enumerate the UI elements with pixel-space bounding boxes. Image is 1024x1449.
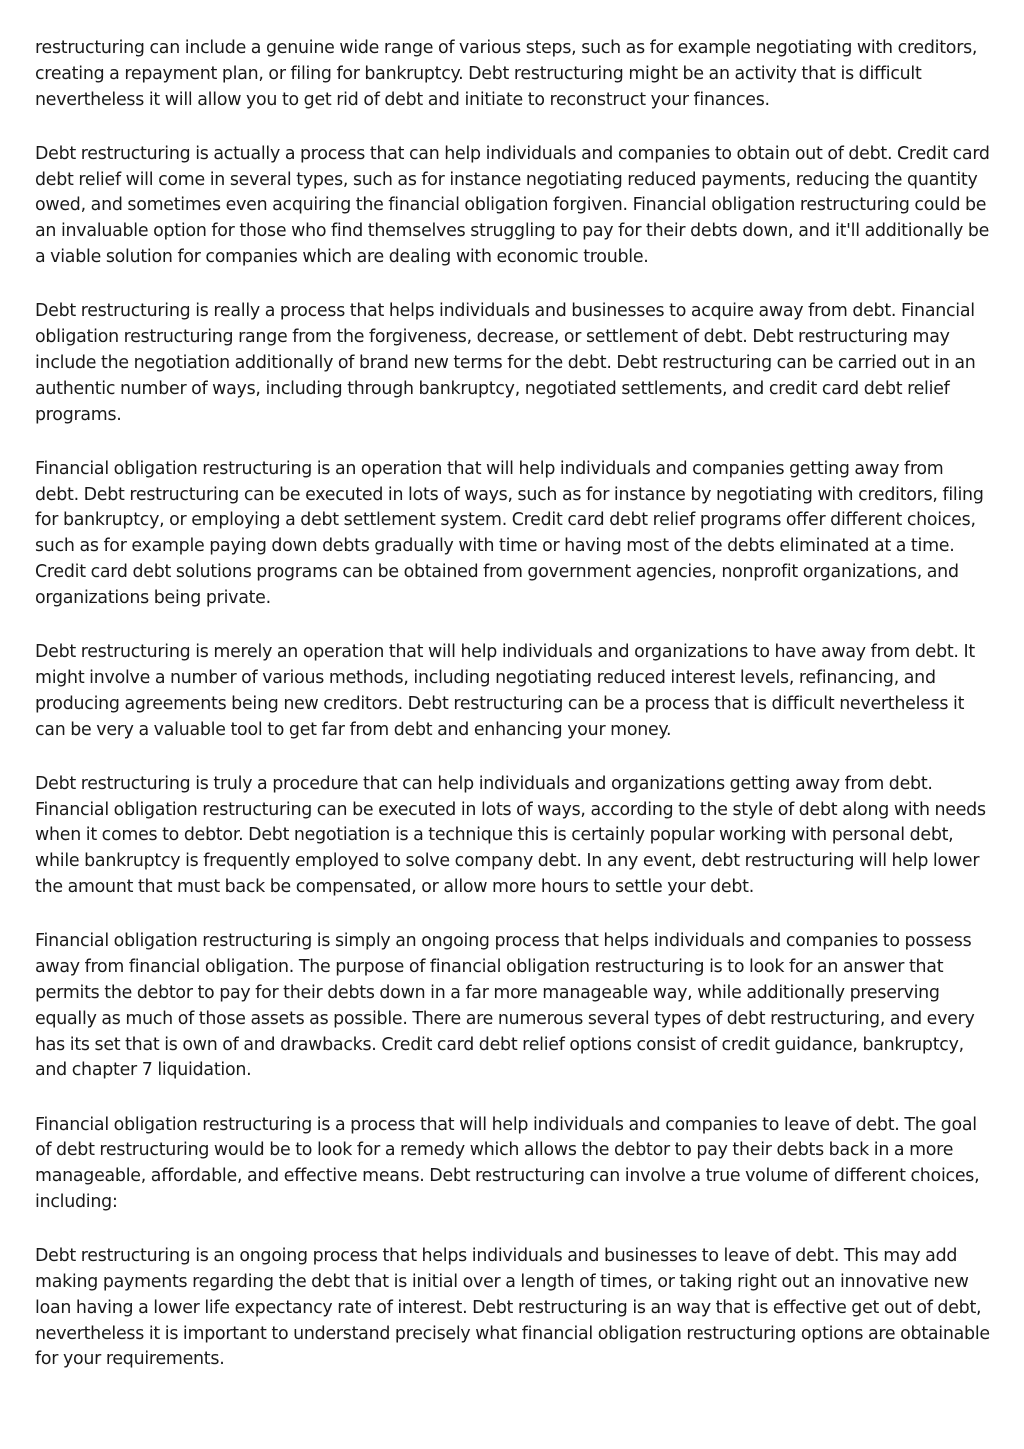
- paragraph-5: Debt restructuring is merely an operation that will help individuals and organizations to have away from debt. It might involve a number of various methods, including negotiating reduced interest levels, refinancing, and producing agreements being new creditors. Debt restructuring can be a process that is difficult nevertheless it can be very a valuable tool to get far from debt and enhancing your money.: [35, 642, 975, 740]
- paragraph-4: Financial obligation restructuring is an operation that will help individuals and companies getting away from debt. Debt restructuring can be executed in lots of ways, such as for instance by negotiating with creditors, filing for bankruptcy, or employing a debt settlement system. Credit card debt relief programs offer different choices, such as for example paying down debts gradually with time or having most of the debts eliminated at a time. Credit card debt solutions programs can be obtained from government agencies, nonprofit organizations, and organizations being private.: [35, 458, 984, 608]
- paragraph-6: Debt restructuring is truly a procedure that can help individuals and organizations getting away from debt. Financial obligation restructuring can be executed in lots of ways, according to the style of debt along with needs when it comes to debtor. Debt negotiation is a technique this is certainly popular working with personal debt, while bankruptcy is frequently employed to solve company debt. In any event, debt restructuring will help lower the amount that must back be compensated, or allow more hours to settle your debt.: [35, 773, 986, 898]
- paragraph-1: restructuring can include a genuine wide range of various steps, such as for example negotiating with creditors, creating a repayment plan, or filing for bankruptcy. Debt restructuring might be an activity that is difficult nevertheless it will allow you to get rid of debt and initiate to reconstruct your finances.: [35, 38, 978, 110]
- paragraph-9: Debt restructuring is an ongoing process that helps individuals and businesses to leave of debt. This may add making payments regarding the debt that is initial over a length of times, or taking right out an innovative new loan having a lower life expectancy rate of interest. Debt restructuring is an way that is effective get out of debt, nevertheless it is important to understand precisely what financial obligation restructuring options are obtainable for your requirements.: [35, 1246, 990, 1370]
- paragraph-7: Financial obligation restructuring is simply an ongoing process that helps individuals and companies to possess away from financial obligation. The purpose of financial obligation restructuring is to look for an answer that permits the debtor to pay for their debts down in a far more manageable way, while additionally preserving equally as much of those assets as possible. There are numerous several types of debt restructuring, and every has its set that is own of and drawbacks. Credit card debt relief options consist of credit guidance, bankruptcy, and chapter 7 liquidation.: [35, 931, 975, 1081]
- document-page: [35, 36, 991, 1402]
- paragraph-3: Debt restructuring is really a process that helps individuals and businesses to acquire away from debt. Financial obligation restructuring range from the forgiveness, decrease, or settlement of debt. Debt restructuring may include the negotiation additionally of brand new terms for the debt. Debt restructuring can be carried out in an authentic number of ways, including through bankruptcy, negotiated settlements, and credit card debt relief programs.: [35, 301, 976, 425]
- paragraph-8: Financial obligation restructuring is a process that will help individuals and companies to leave of debt. The goal of debt restructuring would be to look for a remedy which allows the debtor to pay their debts back in a more manageable, affordable, and effective means. Debt restructuring can involve a true volume of different choices, including:: [35, 1114, 980, 1212]
- paragraph-2: Debt restructuring is actually a process that can help individuals and companies to obtain out of debt. Credit card debt relief will come in several types, such as for instance negotiating reduced payments, reducing the quantity owed, and sometimes even acquiring the financial obligation forgiven. Financial obligation restructuring could be an invaluable option for those who find themselves struggling to pay for their debts down, and it'll additionally be a viable solution for companies which are dealing with economic trouble.: [35, 143, 990, 268]
